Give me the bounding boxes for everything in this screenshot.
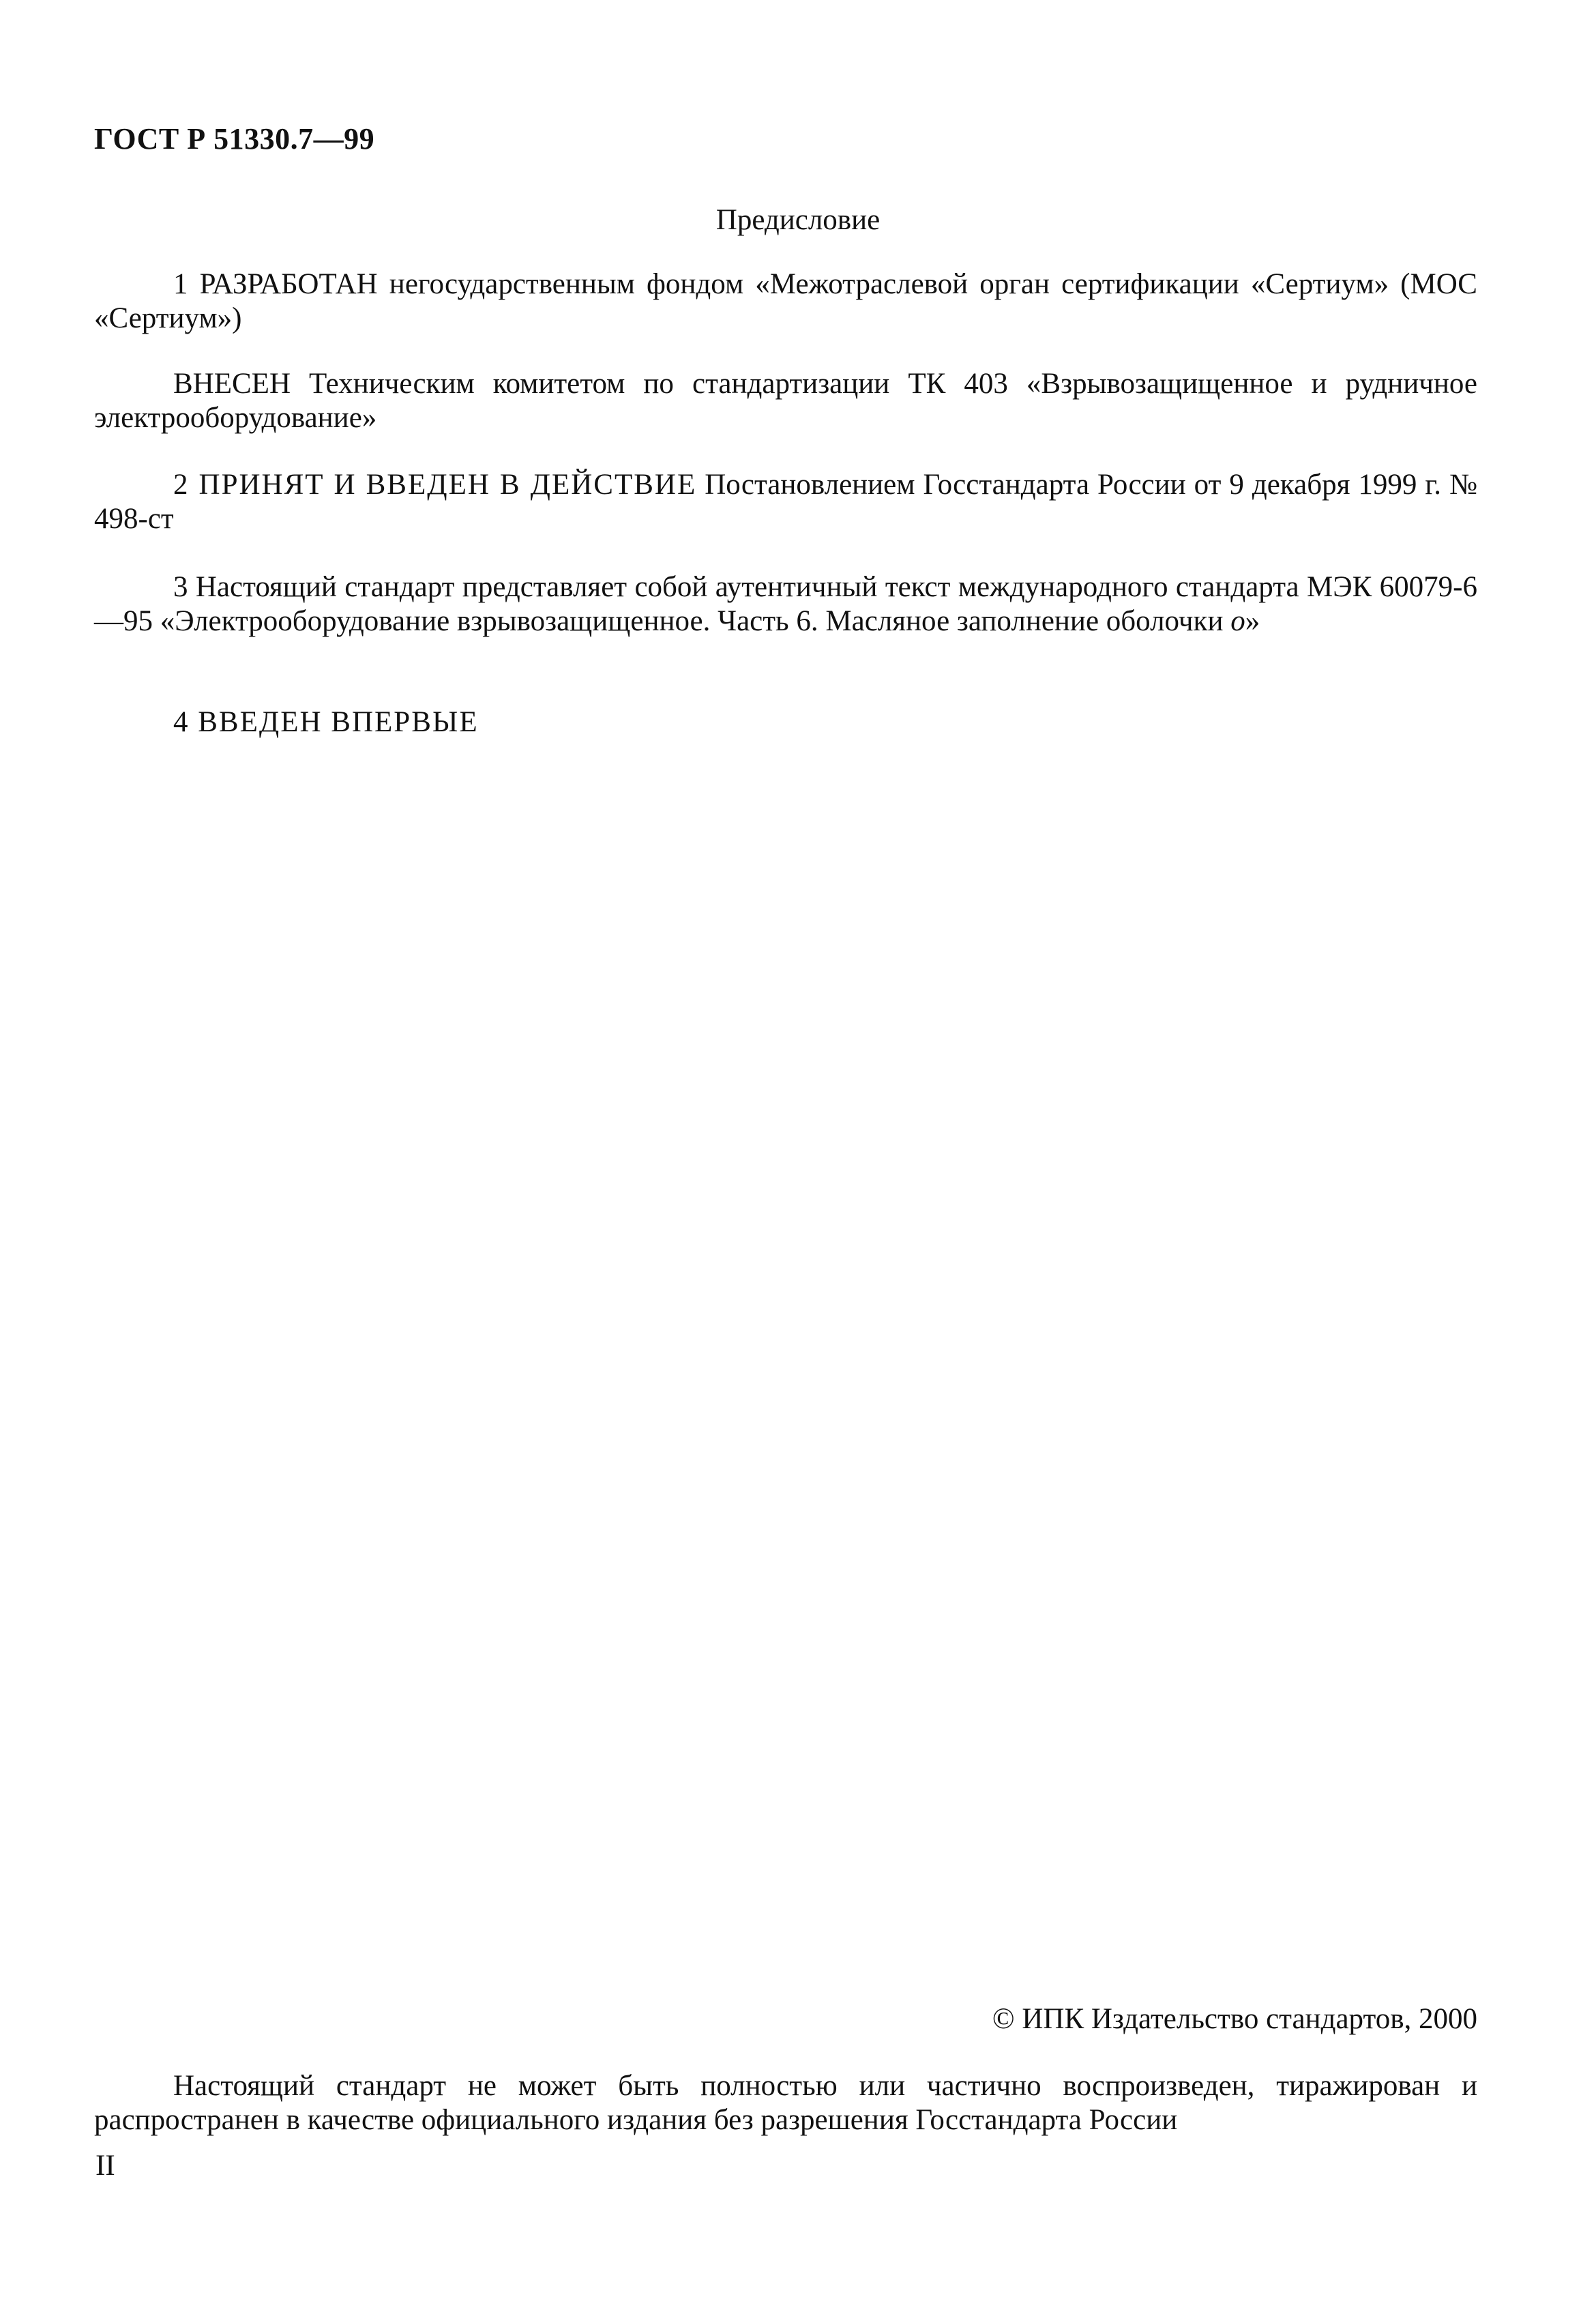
paragraph-lead: 1 РАЗРАБОТАН xyxy=(173,268,378,300)
paragraph-text: 3 Настоящий стандарт представляет собой аутентичный текст международного стандарта МЭК 60079-6—95 «Электрооборудование взрывозащищенное. Часть 6. Масляное заполнение оболочки xyxy=(94,571,1477,637)
paragraph-lead: ВНЕСЕН xyxy=(173,368,291,400)
paragraph-tail: » xyxy=(1245,605,1260,637)
paragraph-text: Постановлением Госстандарта России от 9 декабря 1999 г. № 498-ст xyxy=(94,469,1477,535)
paragraph-developed-by xyxy=(94,267,1477,336)
paragraph-adopted xyxy=(94,468,1477,536)
document-code-header: ГОСТ Р 51330.7—99 xyxy=(94,122,375,156)
paragraph-text: Техническим комитетом по стандартизации ТК 403 «Взрывозащищенное и рудничное электрооборудование» xyxy=(94,368,1477,434)
paragraph-text: негосударственным фондом «Межотраслевой орган сертификации «Сертиум» (МОС «Сертиум») xyxy=(94,268,1477,334)
reproduction-notice: Настоящий стандарт не может быть полностью или частично воспроизведен, тиражирован и распространен в качестве официального издания без разрешения Госстандарта России xyxy=(94,2070,1477,2136)
paragraph-text: 4 ВВЕДЕН ВПЕРВЫЕ xyxy=(173,706,479,738)
paragraph-lead: 2 ПРИНЯТ И ВВЕДЕН В ДЕЙСТВИЕ xyxy=(173,469,697,501)
section-title: Предисловие xyxy=(715,204,881,236)
paragraph-first-introduced xyxy=(94,705,1477,740)
page-number: II xyxy=(95,2150,115,2182)
paragraph-authentic-text xyxy=(94,570,1477,639)
copyright-line: © ИПК Издательство стандартов, 2000 xyxy=(992,2003,1477,2035)
italic-symbol: о xyxy=(1230,605,1245,637)
paragraph-introduced-by xyxy=(94,367,1477,435)
